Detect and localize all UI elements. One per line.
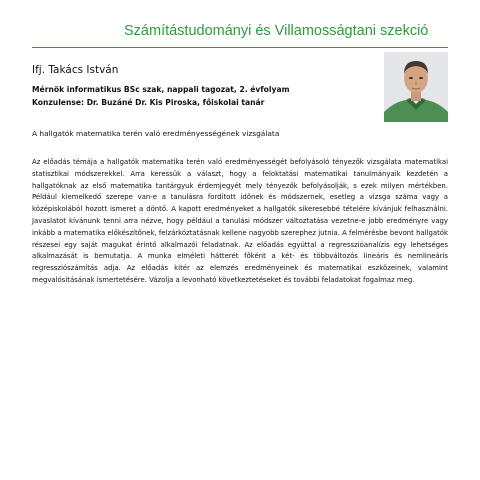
author-name: Ifj. Takács István	[32, 64, 119, 76]
section-title: Számítástudományi és Villamosságtani szekció	[124, 23, 429, 39]
abstract-text: Az előadás témája a hallgatók matematika terén való eredményességét befolyásoló tényezők vizsgálata matematikai statisztikai módszerekkel. Arra keressük a választ, hogy a feloktatási matematikai tanulmányaik kezdetén a hallgatóknak az első matematika tantárgyuk érdemjegyét mely tényezők befolyásolják, s ezek milyen mértékben. Például kiemelkedő szerepe van-e a tanulásra fordított időnek és módszernek, esetleg a vizsga száma vagy a középiskolából hozott ismeret a döntő. A kapott eredményeket a hallgatók sikeresebbé tételére kívánjuk felhasználni. Javaslatot kívánunk tenni arra nézve, hogy például a tanulási módszer változtatása vezetne-e jobb eredményre vagy inkább a matematika előkészítőnek, felzárkóztatásnak kellene nagyobb szerephez jutnia. A felmérésbe bevont hallgatók részesei egy saját magukat érintő alkalmazói feladatnak. Az előadás egyúttal a regresszióanalízis egy lehetséges alkalmazását is bemutatja. A munka elméleti hátterét főként a két- és többváltozós lineáris és nemlineáris regressziószámítás adja. Az előadás kitér az elemzés eredményeinek és matematikai eszközeinek, valamint megvalósításának ismertetésére. Vázolja a levonható következtetéseket és további feladatokat fogalmaz meg.	[32, 158, 448, 284]
advisor-line: Konzulense: Dr. Buzáné Dr. Kis Piroska, főiskolai tanár	[32, 98, 265, 107]
author-photo	[384, 52, 448, 122]
portrait-image	[384, 52, 448, 122]
study-program: Mérnök informatikus BSc szak, nappali tagozat, 2. évfolyam	[32, 85, 290, 94]
header-divider	[32, 47, 448, 48]
paper-title: A hallgatók matematika terén való eredményességének vizsgálata	[32, 129, 280, 138]
